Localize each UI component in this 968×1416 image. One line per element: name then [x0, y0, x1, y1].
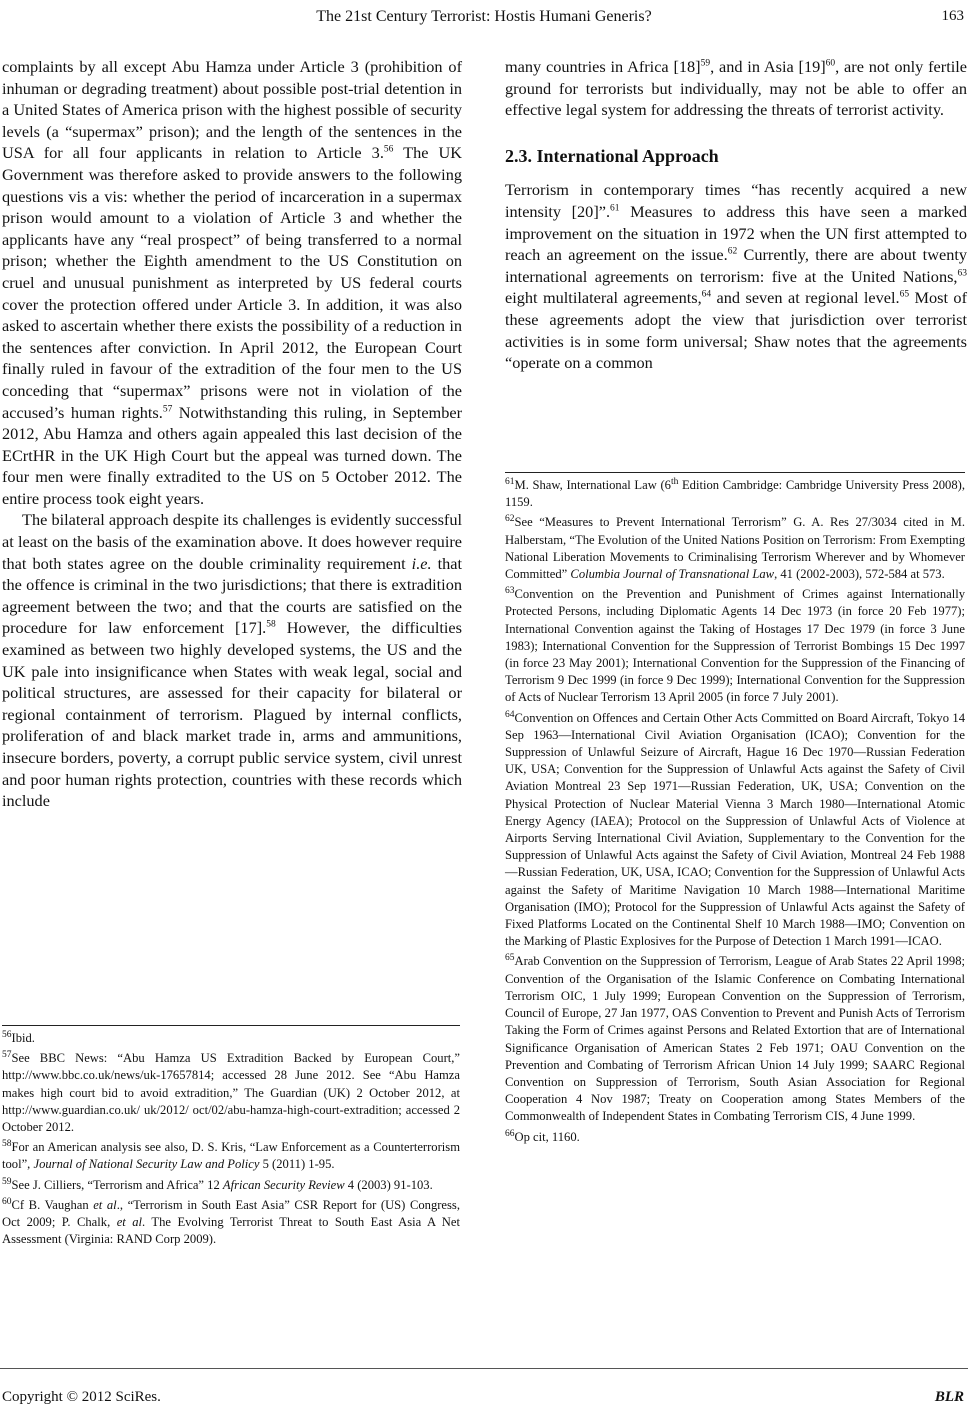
footnote-ref[interactable]: 61	[610, 203, 620, 214]
footnote: $^{59}$See J. Cilliers, “Terrorism and Africa” 12 African Security Review 4 (2003) 91-103.	[2, 1176, 433, 1192]
footnote: $^{65}$Arab Convention on the Suppression of Terrorism, League of Arab States 22 April 1998; Convention of the Organisation of the Islamic Conference on Combating International Terrorism OIC, 1 July 1999; European Convention on the Suppression of Terrorism, Council of Europe, 27 Jan 1977, OAS Convention to Prevent and Punish Acts of Terrorism Taking the Form of Crimes against Persons and Related Extortion that are of International Significance Organisation of American States 2 Feb 1971; OAU Convention on the Prevention and Combating of Terrorism African Union 14 July 1999; SAARC Regional Convention on Suppression of Terrorism, South Asian Association for Regional Cooperation 4 Nov 1987; Treaty on Cooperation among States Members of the Commonwealth of Independent States in Combating Terrorism CIS, 4 June 1999.	[505, 953, 965, 1124]
footnote-ref[interactable]: 58	[266, 620, 276, 631]
footnote: $^{57}$See BBC News: “Abu Hamza US Extradition Backed by European Court,” http://www.bbc.co.uk/news/uk-17657814; accessed 28 June 2012. See “Abu Hamza makes high court bid to avoid extradition,” The Guardian (UK) 2 October 2012, at http://www.guardian.co.uk/ uk/2012/ oct/02/abu-hamza-high-court-extradition; accessed 2 October 2012.	[2, 1050, 460, 1135]
running-title: The 21st Century Terrorist: Hostis Humani Generis?	[316, 8, 652, 25]
footnote-ref[interactable]: 64	[701, 289, 712, 300]
left-column	[2, 56, 462, 812]
footnote: $^{64}$Convention on Offences and Certain Other Acts Committed on Board Aircraft, Tokyo 14 Sep 1963—International Civil Aviation Organisation (ICAO); Convention for the Suppression of Unlawful Seizure of Aircraft, Hague 16 Dec 1970—Russian Federation UK, USA; Convention for the Suppression of Unlawful Acts against the Safety of Civil Aviation Montreal 23 Sep 1971—Russian Federation, UK, USA; Convention on the Physical Protection of Nuclear Material Vienna 3 March 1980—International Atomic Energy Agency (IAEA); Protocol on the Suppression of Unlawful Acts of Violence at Airports Serving International Civil Aviation, Supplementary to the Convention for the Suppression of Unlawful Acts against the Safety of Civil Aviation, Montreal 24 Feb 1988—Russian Federation, UK, USA, ICAO; Convention for the Suppression of Unlawful Acts against the Safety of Maritime Navigation 10 March 1988—International Maritime Organisation (IMO); Protocol for the Suppression of Unlawful Acts against the Safety of Fixed Platforms Located on the Continental Shelf 10 March 1988—IMO; Convention on the Marking of Plastic Explosives for the Purpose of Detection 1 March 1991—ICAO.	[505, 709, 965, 949]
paragraph: Terrorism in contemporary times “has recently acquired a new intensity [20]”.$^{61}$ Measures to address this have seen a marked improvement on the situation in 1972 when the UN first attempted to reach an agreement on the issue.$^{62}$ Currently, there are about twenty international agreements on terrorism: five at the United Nations,$^{63}$ eight multilateral agreements,$^{64}$ and seven at regional level.$^{65}$ Most of these agreements adopt the view that jurisdiction over terrorist activities is in some form universal; Shaw notes that the agreements “operate on a common	[505, 180, 967, 373]
footnote: $^{63}$Convention on the Prevention and Punishment of Crimes against Internationally Protected Persons, including Diplomatic Agents 14 Dec 1973 (in force 20 Feb 1977); International Convention against the Taking of Hostages 17 Dec 1979 (in force 3 June 1983); International Convention for the Suppression of Terrorist Bombings 15 Dec 1997 (in force 23 May 2001); International Convention for the Suppression of the Financing of Terrorism 9 Dec 1999 (in force 9 Dec 1999); International Convention for the Suppression of Acts of Nuclear Terrorism 13 April 2005 (in force 7 July 2001).	[505, 586, 965, 705]
footnote: $^{58}$For an American analysis see also, D. S. Kris, “Law Enforcement as a Counterterrorism tool”, Journal of National Security Law and Policy 5 (2011) 1-95.	[2, 1139, 460, 1172]
footnote-ref[interactable]: 59	[700, 58, 711, 69]
page-header	[0, 8, 968, 30]
footnote-ref[interactable]: 65	[899, 289, 910, 300]
right-column	[505, 56, 967, 374]
paragraph: The bilateral approach despite its challenges is evidently successful at least on the basis of the examination above. It does however require that both states agree on the double criminality requirement i.e. that the offence is criminal in the two jurisdictions; that there is extradition agreement between the two; and that the courts are satisfied on the procedure for law enforcement [17].$^{58}$ However, the difficulties examined as between two highly developed systems, the US and the UK pale into insignificance when States with weak legal, social and political structures, are assessed for their capacity for bilateral or regional containment of terrorism. Plagued by internal conflicts, proliferation of and black market trade in, arms and ammunitions, insecure borders, poverty, a corrupt public service system, civil unrest and poor human rights protection, countries with these records which include	[2, 510, 463, 811]
section-heading: 2.3. International Approach	[505, 145, 719, 166]
footnote: $^{66}$Op cit, 1160.	[505, 1128, 580, 1144]
footnote-ref[interactable]: 63	[957, 268, 967, 279]
footnote: $^{56}$Ibid.	[2, 1029, 35, 1045]
footnote-ref[interactable]: 57	[162, 404, 173, 415]
footnotes-right	[505, 477, 965, 1149]
journal-abbrev: BLR	[934, 1389, 964, 1405]
footnote: $^{60}$Cf B. Vaughan et al., “Terrorism in South East Asia” CSR Report for (US) Congress, Oct 2009; P. Chalk, et al. The Evolving Terrorist Threat to South East Asia A Net Assessment (Virginia: RAND Corp 2009).	[2, 1196, 460, 1247]
footnote: $^{62}$See “Measures to Prevent International Terrorism” G. A. Res 27/3034 cited in M. Halberstam, “The Evolution of the United Nations Position on Terrorism: From Exempting National Liberation Movements to Criminalising Terrorism Wherever and by Whomever Committed” Columbia Journal of Transnational Law, 41 (2002-2003), 572-584 at 573.	[505, 514, 965, 582]
footnote-divider	[505, 472, 965, 473]
paragraph: complaints by all except Abu Hamza under Article 3 (prohibition of inhuman or degrading treatment) about possible post-trial detention in a United States of America prison with the highest possible of security levels (a “supermax” prison); and the length of the sentences in the USA for all four applicants in relation to Article 3.56 The UK Government was therefore asked to provide answers to the following questions vis a vis: whether the period of incarceration in a supermax prison would amount to a violation of Article 3 and whether the applicants have any “real prospect” of being transferred to a normal prison; whether the Eighth amendment to the US Constitution on cruel and unusual punishment as interpreted by US federal courts cover the protection offered under Article 3. In addition, it was also asked to ascertain whether there exists the possibility of a reduction in the sentences after conviction. In April 2012, the European Court finally ruled in favour of the extradition of the four men to the US conceding that “supermax” prisons were not in violation of the accused’s human rights.$^{57}$ Notwithstanding this ruling, in September 2012, Abu Hamza and others again appealed this last decision of the ECrtHR in the UK High Court but the appeal was turned down. The four men were finally extradited to the US on 5 October 2012. The entire process took eight years.	[2, 57, 462, 508]
footer-divider	[0, 1368, 968, 1369]
footnote: $^{61}$M. Shaw, International Law (6th Edition Cambridge: Cambridge University Press 2008), 1159.	[505, 476, 965, 510]
footnote-ref[interactable]: 62	[727, 246, 738, 257]
footnote-ref[interactable]: 56	[383, 144, 394, 155]
footnote-divider	[2, 1025, 460, 1026]
footnote-ref[interactable]: 60	[825, 58, 836, 69]
copyright-text: Copyright © 2012 SciRes.	[2, 1389, 161, 1405]
paragraph: many countries in Africa $[18]^{59}$, and in Asia $[19]^{60}$, are not only fertile ground for terrorists but individually, may not be able to offer an effective legal system for addressing the threats of terrorist activity.	[505, 57, 967, 120]
footnotes-left	[2, 1030, 460, 1251]
page-number: 163	[941, 8, 964, 24]
